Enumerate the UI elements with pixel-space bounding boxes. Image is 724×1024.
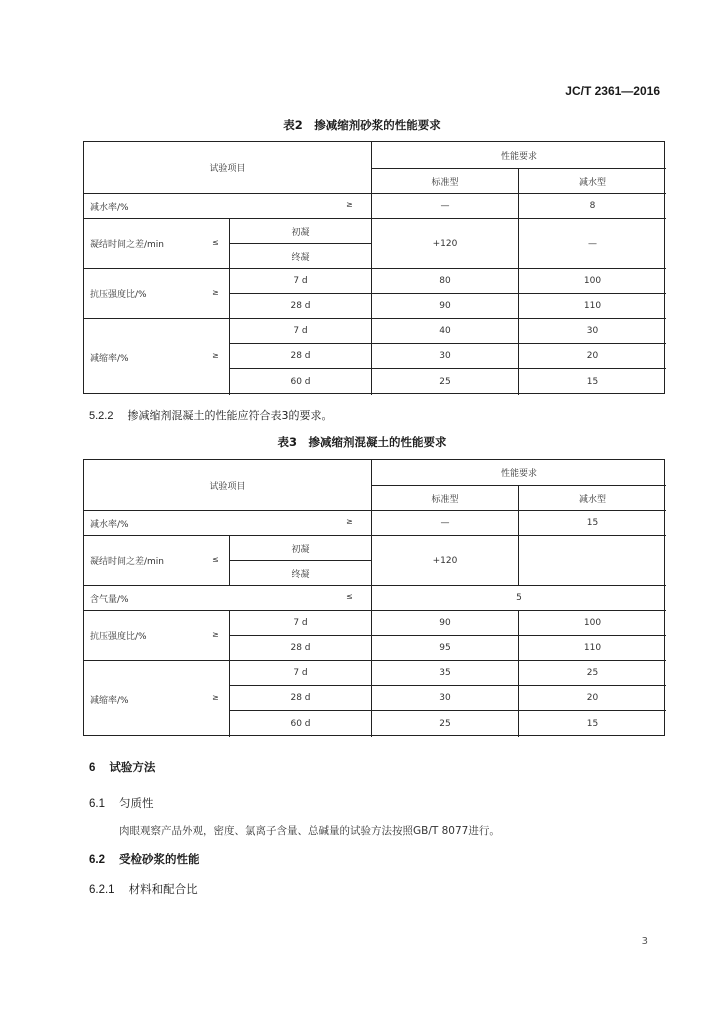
table2-shrinkage-60d: 60 d <box>290 377 311 387</box>
table3-setting-standard: +120 <box>432 555 458 566</box>
table3-reducing-header: 减水型 <box>578 494 606 505</box>
table3-shrinkage-60d-standard: 25 <box>439 719 451 729</box>
table3-shrinkage-28d-reducing: 20 <box>586 693 599 703</box>
table3-item-header: 试验项目 <box>209 481 246 492</box>
table3-compressive-28d-reducing: 110 <box>583 643 602 653</box>
table3-shrinkage-60d: 60 d <box>290 719 311 729</box>
section-6-2-1-title: 材料和配合比 <box>128 882 198 896</box>
section-6-1-number: 6.1 <box>89 798 105 810</box>
table3-shrinkage-label: 减缩率/% <box>90 695 129 706</box>
table2-shrinkage-7d-standard: 40 <box>439 326 451 336</box>
table2-ge-symbol: ≥ <box>212 288 219 297</box>
table3-shrinkage-7d-standard: 35 <box>439 668 451 678</box>
table3-le-symbol: ≤ <box>346 592 353 601</box>
para-5-2-2 <box>89 407 332 423</box>
table2-item-header: 试验项目 <box>209 164 246 174</box>
table3-shrinkage-7d: 7 d <box>293 668 308 678</box>
table3-compressive-7d-standard: 90 <box>439 618 451 628</box>
table2-compressive-label: 抗压强度比/% <box>90 290 147 300</box>
table2-shrinkage-60d-standard: 25 <box>439 377 451 387</box>
section-6-1-title: 匀质性 <box>119 796 154 810</box>
table3-caption: 表3 掺减缩剂混凝土的性能要求 <box>277 435 447 449</box>
table2-setting-reducing: — <box>588 238 597 249</box>
table2-water-reduction-reducing: 8 <box>589 201 596 211</box>
table2-shrinkage-7d-reducing: 30 <box>586 326 599 336</box>
table2-water-reduction-label: 减水率/% <box>90 202 129 213</box>
table2-shrinkage-60d-reducing: 15 <box>586 377 599 387</box>
table3-le-symbol: ≤ <box>212 555 219 564</box>
table3 <box>83 459 665 736</box>
table2-initial-setting: 初凝 <box>291 227 310 238</box>
table3-setting-label: 凝结时间之差/min <box>90 557 165 567</box>
section-6-2-number: 6.2 <box>89 854 105 866</box>
table3-air-value: 5 <box>516 593 522 603</box>
table3-water-reduction-standard: — <box>440 518 450 528</box>
section-6-2-1-heading <box>89 881 198 897</box>
table3-ge-symbol: ≥ <box>212 693 219 702</box>
table2-setting-standard: +120 <box>432 238 458 249</box>
table3-shrinkage-28d: 28 d <box>290 693 311 703</box>
table3-standard-header: 标准型 <box>431 494 459 505</box>
table3-air-label: 含气量/% <box>90 594 129 605</box>
table3-shrinkage-28d-standard: 30 <box>439 693 451 703</box>
page-number: 3 <box>641 936 648 947</box>
table3-shrinkage-60d-reducing: 15 <box>586 719 599 729</box>
table2-compressive-28d: 28 d <box>290 301 311 311</box>
table3-shrinkage-7d-reducing: 25 <box>586 668 599 678</box>
table2-ge-symbol: ≥ <box>346 200 353 209</box>
table2-shrinkage-7d: 7 d <box>293 326 308 336</box>
table3-compressive-28d: 28 d <box>290 643 311 653</box>
table2-shrinkage-label: 减缩率/% <box>90 353 129 364</box>
table2-compressive-7d: 7 d <box>293 276 308 286</box>
table3-compressive-7d-reducing: 100 <box>583 618 602 628</box>
table2-caption: 表2 掺减缩剂砂浆的性能要求 <box>283 118 441 132</box>
table2-compressive-7d-reducing: 100 <box>583 276 602 286</box>
section-6-1-text: 肉眼观察产品外观，密度、氯离子含量、总碱量的试验方法按照GB/T 8077进行。 <box>119 825 500 837</box>
table2-perf-header: 性能要求 <box>500 151 537 162</box>
table3-compressive-label: 抗压强度比/% <box>90 632 147 642</box>
table2-shrinkage-28d: 28 d <box>290 351 311 361</box>
table3-water-reduction-label: 减水率/% <box>90 519 129 530</box>
table2-shrinkage-28d-reducing: 20 <box>586 351 599 361</box>
section-6-2-1-number: 6.2.1 <box>89 884 115 896</box>
table2-standard-header: 标准型 <box>431 177 459 188</box>
table2-final-setting: 终凝 <box>291 252 310 263</box>
table2-ge-symbol: ≥ <box>212 351 219 360</box>
table2-compressive-7d-standard: 80 <box>439 276 451 286</box>
table3-compressive-28d-standard: 95 <box>439 643 451 653</box>
table3-water-reduction-reducing: 15 <box>586 518 599 528</box>
table3-ge-symbol: ≥ <box>346 517 353 526</box>
table3-initial-setting: 初凝 <box>291 544 310 555</box>
table3-compressive-7d: 7 d <box>293 618 308 628</box>
para-5-2-2-number: 5.2.2 <box>89 410 114 422</box>
table2-reducing-header: 减水型 <box>578 177 606 188</box>
standard-code: JC/T 2361—2016 <box>565 84 660 98</box>
table2-compressive-28d-reducing: 110 <box>583 301 602 311</box>
table3-final-setting: 终凝 <box>291 569 310 580</box>
table2 <box>83 141 665 394</box>
section-6-2-title: 受检砂浆的性能 <box>119 852 200 866</box>
table2-shrinkage-28d-standard: 30 <box>439 351 451 361</box>
table2-compressive-28d-standard: 90 <box>439 301 451 311</box>
table3-perf-header: 性能要求 <box>500 469 537 479</box>
section-6-title: 试验方法 <box>109 760 156 774</box>
section-6-1-heading <box>89 795 154 811</box>
section-6-2-heading <box>89 851 200 867</box>
table2-le-symbol: ≤ <box>212 238 219 247</box>
table2-setting-label: 凝结时间之差/min <box>90 240 165 250</box>
table2-water-reduction-standard: — <box>440 201 450 211</box>
para-5-2-2-text: 掺减缩剂混凝土的性能应符合表3的要求。 <box>127 409 333 422</box>
section-6-heading <box>89 759 155 775</box>
table3-ge-symbol: ≥ <box>212 630 219 639</box>
section-6-number: 6 <box>89 762 96 774</box>
